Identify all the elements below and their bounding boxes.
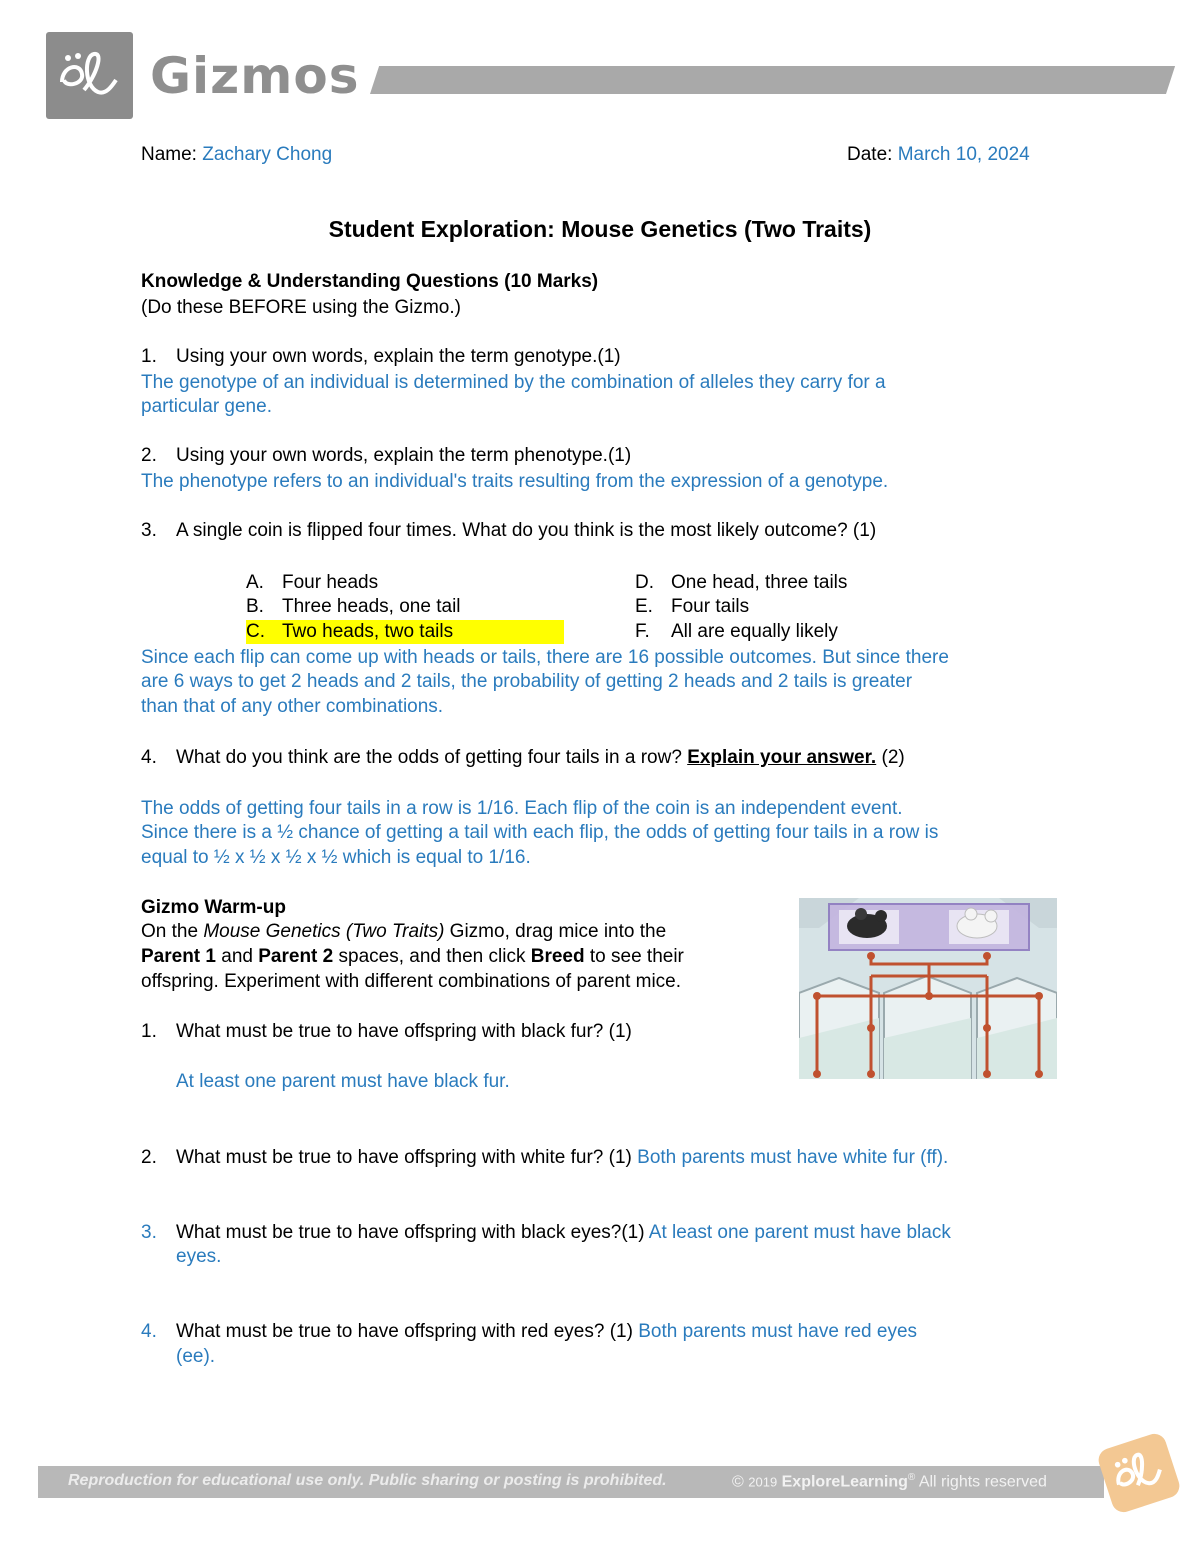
question-number: 4. <box>141 747 157 768</box>
warmup-answer-3-line-2: eyes. <box>176 1246 222 1267</box>
question-number: 4. <box>141 1321 157 1342</box>
ku-answer-3-line-2: are 6 ways to get 2 heads and 2 tails, the probability of getting 2 heads and 2 tails is greater <box>141 671 913 692</box>
question-number: 2. <box>141 445 157 466</box>
question-text: Using your own words, explain the term phenotype.(1) <box>176 445 632 466</box>
ku-question-1 <box>141 345 621 369</box>
page-title: Student Exploration: Mouse Genetics (Two Traits) <box>328 216 872 242</box>
warmup-question-4 <box>141 1320 917 1344</box>
warmup-answer-2: Both parents must have white fur (ff). <box>637 1147 949 1168</box>
ku-question-4 <box>141 746 905 770</box>
warmup-heading: Gizmo Warm-up <box>141 897 286 918</box>
name-row <box>141 143 332 167</box>
ku-answer-1-line-2: particular gene. <box>141 396 272 417</box>
question-text: A single coin is flipped four times. What do you think is the most likely outcome? (1) <box>176 520 877 541</box>
question-number: 3. <box>141 520 157 541</box>
footer-notice: Reproduction for educational use only. Public sharing or posting is prohibited. <box>68 1472 667 1489</box>
ku-answer-3-line-1: Since each flip can come up with heads or tails, there are 16 possible outcomes. But since there <box>141 647 949 668</box>
warmup-intro-line-2: Parent 1 and Parent 2 spaces, and then click Breed to see their <box>141 946 684 967</box>
date-label: Date: <box>847 144 893 165</box>
date-row <box>847 143 1030 167</box>
ku-question-2 <box>141 444 631 468</box>
warmup-answer-1: At least one parent must have black fur. <box>176 1071 510 1092</box>
question-number: 1. <box>141 346 157 367</box>
question-marks: (2) <box>881 747 905 768</box>
ku-answer-3-line-3: than that of any other combinations. <box>141 696 444 717</box>
ku-note: (Do these BEFORE using the Gizmo.) <box>141 297 461 318</box>
question-text: What must be true to have offspring with white fur? (1) <box>176 1147 638 1168</box>
option-f: F. All are equally likely <box>635 621 838 642</box>
brand-name: Gizmos <box>150 47 360 105</box>
question-text: What do you think are the odds of getting four tails in a row? <box>176 747 682 768</box>
question-text: What must be true to have offspring with red eyes? (1) <box>176 1321 639 1342</box>
el-logo-icon <box>1104 1440 1175 1505</box>
warmup-question-2 <box>141 1146 948 1170</box>
option-a: A. Four heads <box>246 572 379 593</box>
ku-answer-4-line-2: Since there is a ½ chance of getting a tail with each flip, the odds of getting four tails in a row is <box>141 822 939 843</box>
option-c-selected: C. Two heads, two tails <box>246 620 564 644</box>
warmup-answer-4-line-2: (ee). <box>176 1346 216 1367</box>
footer-el-logo <box>1096 1431 1183 1515</box>
ku-heading: Knowledge & Understanding Questions (10 Marks) <box>141 271 599 292</box>
option-e: E. Four tails <box>635 596 750 617</box>
option-d: D. One head, three tails <box>635 572 848 593</box>
warmup-answer-3-line-1: At least one parent must have black <box>648 1222 951 1243</box>
gizmo-breeding-image <box>799 898 1057 1079</box>
date-value: March 10, 2024 <box>897 144 1030 165</box>
ku-question-3 <box>141 519 876 543</box>
question-number: 3. <box>141 1222 157 1243</box>
ku-answer-2: The phenotype refers to an individual's traits resulting from the expression of a genotype. <box>141 471 889 492</box>
question-text: What must be true to have offspring with black eyes?(1) <box>176 1222 649 1243</box>
ku-answer-4-line-3: equal to ½ x ½ x ½ x ½ which is equal to 1/16. <box>141 847 531 868</box>
warmup-answer-4-line-1: Both parents must have red eyes <box>638 1321 918 1342</box>
warmup-intro-line-3: offspring. Experiment with different combinations of parent mice. <box>141 971 682 992</box>
name-label: Name: <box>141 144 197 165</box>
question-text: What must be true to have offspring with black fur? (1) <box>176 1021 632 1042</box>
warmup-question-1 <box>141 1020 632 1044</box>
question-number: 2. <box>141 1147 157 1168</box>
header-bar <box>370 66 1175 94</box>
question-emphasis: Explain your answer. <box>687 747 877 768</box>
gizmos-logo <box>46 32 133 119</box>
ku-answer-1-line-1: The genotype of an individual is determined by the combination of alleles they carry for a <box>141 372 886 393</box>
warmup-question-3 <box>141 1221 951 1245</box>
question-text: Using your own words, explain the term genotype.(1) <box>176 346 621 367</box>
mouse-breeding-diagram <box>799 898 1057 1079</box>
question-number: 1. <box>141 1021 157 1042</box>
footer-copyright: © 2019 ExploreLearning® All rights reserved <box>732 1472 1047 1491</box>
name-value: Zachary Chong <box>202 144 333 165</box>
option-b: B. Three heads, one tail <box>246 596 461 617</box>
ku-answer-4-line-1: The odds of getting four tails in a row is 1/16. Each flip of the coin is an independent event. <box>141 798 903 819</box>
el-logo-icon <box>54 46 126 106</box>
warmup-intro-line-1: On the Mouse Genetics (Two Traits) Gizmo, drag mice into the <box>141 921 667 942</box>
